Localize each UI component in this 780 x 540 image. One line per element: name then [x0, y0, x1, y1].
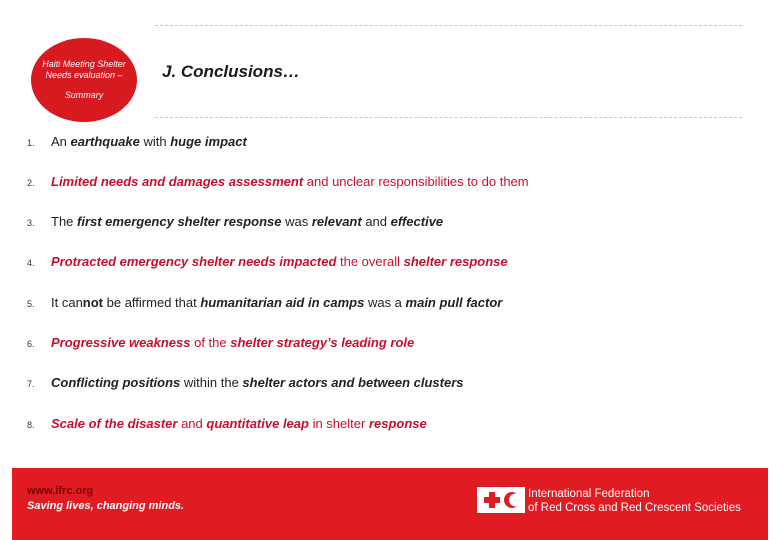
list-item-number: 7.: [27, 378, 35, 389]
list-item-text: shelter strategy’s leading role: [230, 335, 415, 350]
list-item-text: An: [51, 134, 71, 149]
list-item-number: 1.: [27, 137, 35, 148]
org-line-2: of Red Cross and Red Crescent Societies: [528, 502, 741, 514]
list-item-text: shelter response: [403, 254, 508, 269]
list-item: [27, 295, 502, 312]
red-cross-red-crescent-icon: [477, 487, 525, 513]
list-item-text: the overall: [336, 254, 404, 269]
list-item-text: Progressive weakness: [51, 335, 191, 350]
list-item-text: Protracted emergency shelter needs impacted: [51, 254, 337, 269]
list-item: [27, 416, 427, 433]
divider-bottom: [155, 117, 742, 118]
list-item-text: and: [361, 214, 391, 229]
list-item: [27, 254, 508, 271]
list-item: [27, 174, 529, 191]
list-item-text: first emergency shelter response: [77, 214, 282, 229]
list-item-text: humanitarian aid in camps: [200, 295, 365, 310]
list-item: [27, 375, 464, 392]
list-item-text: in shelter: [308, 416, 369, 431]
list-item-text: Scale of the disaster: [51, 416, 178, 431]
list-item-text: of the: [190, 335, 231, 350]
list-item: [27, 134, 247, 151]
list-item-text: Limited needs and damages assessment: [51, 174, 304, 189]
list-item-number: 2.: [27, 177, 35, 188]
badge-line-2: Needs evaluation –: [45, 70, 123, 80]
org-line-1: International Federation: [528, 488, 650, 500]
list-item-text: with: [139, 134, 171, 149]
list-item-text: It can: [51, 295, 83, 310]
list-item-number: 5.: [27, 298, 35, 309]
list-item-text: be affirmed that: [103, 295, 201, 310]
summary-badge: [31, 38, 137, 122]
divider-top: [155, 25, 742, 26]
list-item-text: and unclear responsibilities to do them: [303, 174, 529, 189]
list-item: [27, 214, 443, 231]
list-item-text: response: [368, 416, 427, 431]
list-item-text: relevant: [311, 214, 362, 229]
badge-line-1: Haiti Meeting Shelter: [42, 59, 126, 69]
badge-line-3: Summary: [64, 90, 104, 100]
list-item-text: earthquake: [70, 134, 140, 149]
list-item-number: 6.: [27, 338, 35, 349]
list-item-text: main pull factor: [405, 295, 503, 310]
page-title: J. Conclusions…: [162, 62, 300, 81]
list-item-number: 4.: [27, 257, 35, 268]
footer: [12, 468, 768, 540]
list-item-text: effective: [390, 214, 444, 229]
list-item-text: and: [177, 416, 207, 431]
list-item-text: huge impact: [170, 134, 247, 149]
list-item-number: 8.: [27, 419, 35, 430]
list-item: [27, 335, 414, 352]
footer-url-link[interactable]: www.ifrc.org: [27, 485, 94, 497]
list-item-text: The: [51, 214, 78, 229]
list-item-text: was a: [364, 295, 406, 310]
list-item-text: not: [82, 295, 104, 310]
list-item-text: was: [281, 214, 312, 229]
list-item-text: within the: [180, 375, 243, 390]
list-item-text: quantitative leap: [206, 416, 309, 431]
footer-tagline: Saving lives, changing minds.: [27, 500, 185, 512]
list-item-text: Conflicting positions: [51, 375, 181, 390]
list-item-number: 3.: [27, 217, 35, 228]
organization-name: [528, 487, 741, 515]
list-item-text: shelter actors and between clusters: [242, 375, 464, 390]
